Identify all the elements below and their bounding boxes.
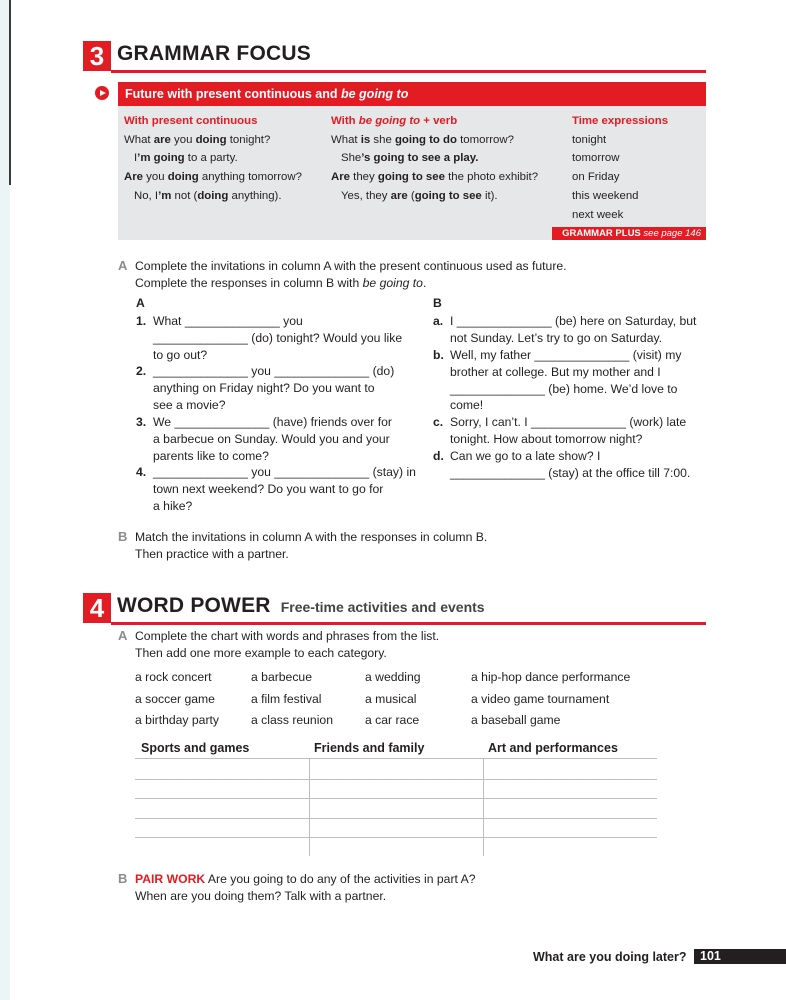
word-list-item: a hip-hop dance performance <box>471 670 631 684</box>
grammar-column-going-to <box>331 112 538 206</box>
exercise-letter-a: A <box>118 258 128 273</box>
word-list-item: a class reunion <box>251 713 333 727</box>
example-line: What are you doing tonight? <box>124 133 271 146</box>
grammar-box-title: Future with present continuous and be going to <box>118 82 706 106</box>
time-expression: on Friday <box>572 171 620 184</box>
time-expression: tomorrow <box>572 152 620 165</box>
chart-column-divider <box>483 758 484 856</box>
exercise-letter-b: B <box>118 529 128 544</box>
page-number: 101 <box>694 949 786 964</box>
chart-header-art: Art and performances <box>488 741 618 755</box>
word-list-item: a car race <box>365 713 420 727</box>
example-line: Are they going to see the photo exhibit? <box>331 171 539 184</box>
chart-answer-line[interactable] <box>135 837 657 838</box>
example-line: She’s going to see a play. <box>341 152 479 165</box>
section-rule <box>111 622 706 625</box>
column-b-label: B <box>433 296 442 310</box>
grammar-focus-box <box>118 82 706 240</box>
word-power-a-instructions: Complete the chart with words and phrases from the list. Then add one more example to each category. <box>135 629 440 660</box>
section-3-header <box>83 41 706 71</box>
chart-answer-line[interactable] <box>135 798 657 799</box>
exercise-b-instructions: Match the invitations in column A with the responses in column B. Then practice with a partner. <box>135 530 488 561</box>
column-header: With present continuous <box>124 115 258 127</box>
chart-header-rule <box>135 758 657 759</box>
section-rule <box>111 70 706 73</box>
time-expression: next week <box>572 208 624 221</box>
word-list-item: a rock concert <box>135 670 212 684</box>
column-a-label: A <box>136 296 145 310</box>
chart-column-divider <box>309 758 310 856</box>
section-title: GRAMMAR FOCUS <box>117 42 311 65</box>
example-line: Yes, they are (going to see it). <box>341 189 498 202</box>
column-header: Time expressions <box>572 115 669 127</box>
word-list-item: a wedding <box>365 670 421 684</box>
chart-answer-line[interactable] <box>135 779 657 780</box>
exercise-a-instructions: Complete the invitations in column A with the present continuous used as future. Complete the responses in column B with be going to. <box>135 259 567 290</box>
example-line: Are you doing anything tomorrow? <box>124 171 302 184</box>
play-audio-icon[interactable] <box>95 86 109 100</box>
footer-unit-title: What are you doing later? <box>533 950 687 964</box>
section-subtitle: Free-time activities and events <box>280 599 485 615</box>
section-number: 3 <box>83 41 111 71</box>
example-line: No, I’m not (doing anything). <box>134 189 282 202</box>
chart-header-friends: Friends and family <box>314 741 425 755</box>
grammar-column-time-expressions <box>572 112 668 224</box>
word-list-item: a birthday party <box>135 713 220 727</box>
section-4-header <box>83 593 706 623</box>
left-margin-marker <box>9 0 11 185</box>
word-power-b-instructions: PAIR WORK Are you going to do any of the activities in part A? When are you doing them? Talk with a partner. <box>135 872 476 903</box>
word-list-item: a video game tournament <box>471 692 610 706</box>
word-power-letter-a: A <box>118 628 128 643</box>
pair-work-label: PAIR WORK <box>135 872 206 886</box>
grammar-plus-link[interactable]: GRAMMAR PLUS see page 146 <box>552 227 706 240</box>
word-power-letter-b: B <box>118 871 128 886</box>
grammar-column-present-continuous <box>124 112 302 206</box>
word-list-item: a soccer game <box>135 692 215 706</box>
section-number: 4 <box>83 593 111 623</box>
chart-answer-line[interactable] <box>135 818 657 819</box>
section-title: WORD POWER Free-time activities and events <box>117 594 485 617</box>
example-line: I’m going to a party. <box>134 152 238 165</box>
word-list-item: a musical <box>365 692 417 706</box>
word-list-item: a barbecue <box>251 670 312 684</box>
column-header: With be going to + verb <box>331 115 458 127</box>
chart-header-sports: Sports and games <box>141 741 250 755</box>
time-expression: tonight <box>572 133 607 146</box>
word-list-item: a film festival <box>251 692 322 706</box>
time-expression: this weekend <box>572 189 639 202</box>
example-line: What is she going to do tomorrow? <box>331 133 514 146</box>
word-list-item: a baseball game <box>471 713 561 727</box>
